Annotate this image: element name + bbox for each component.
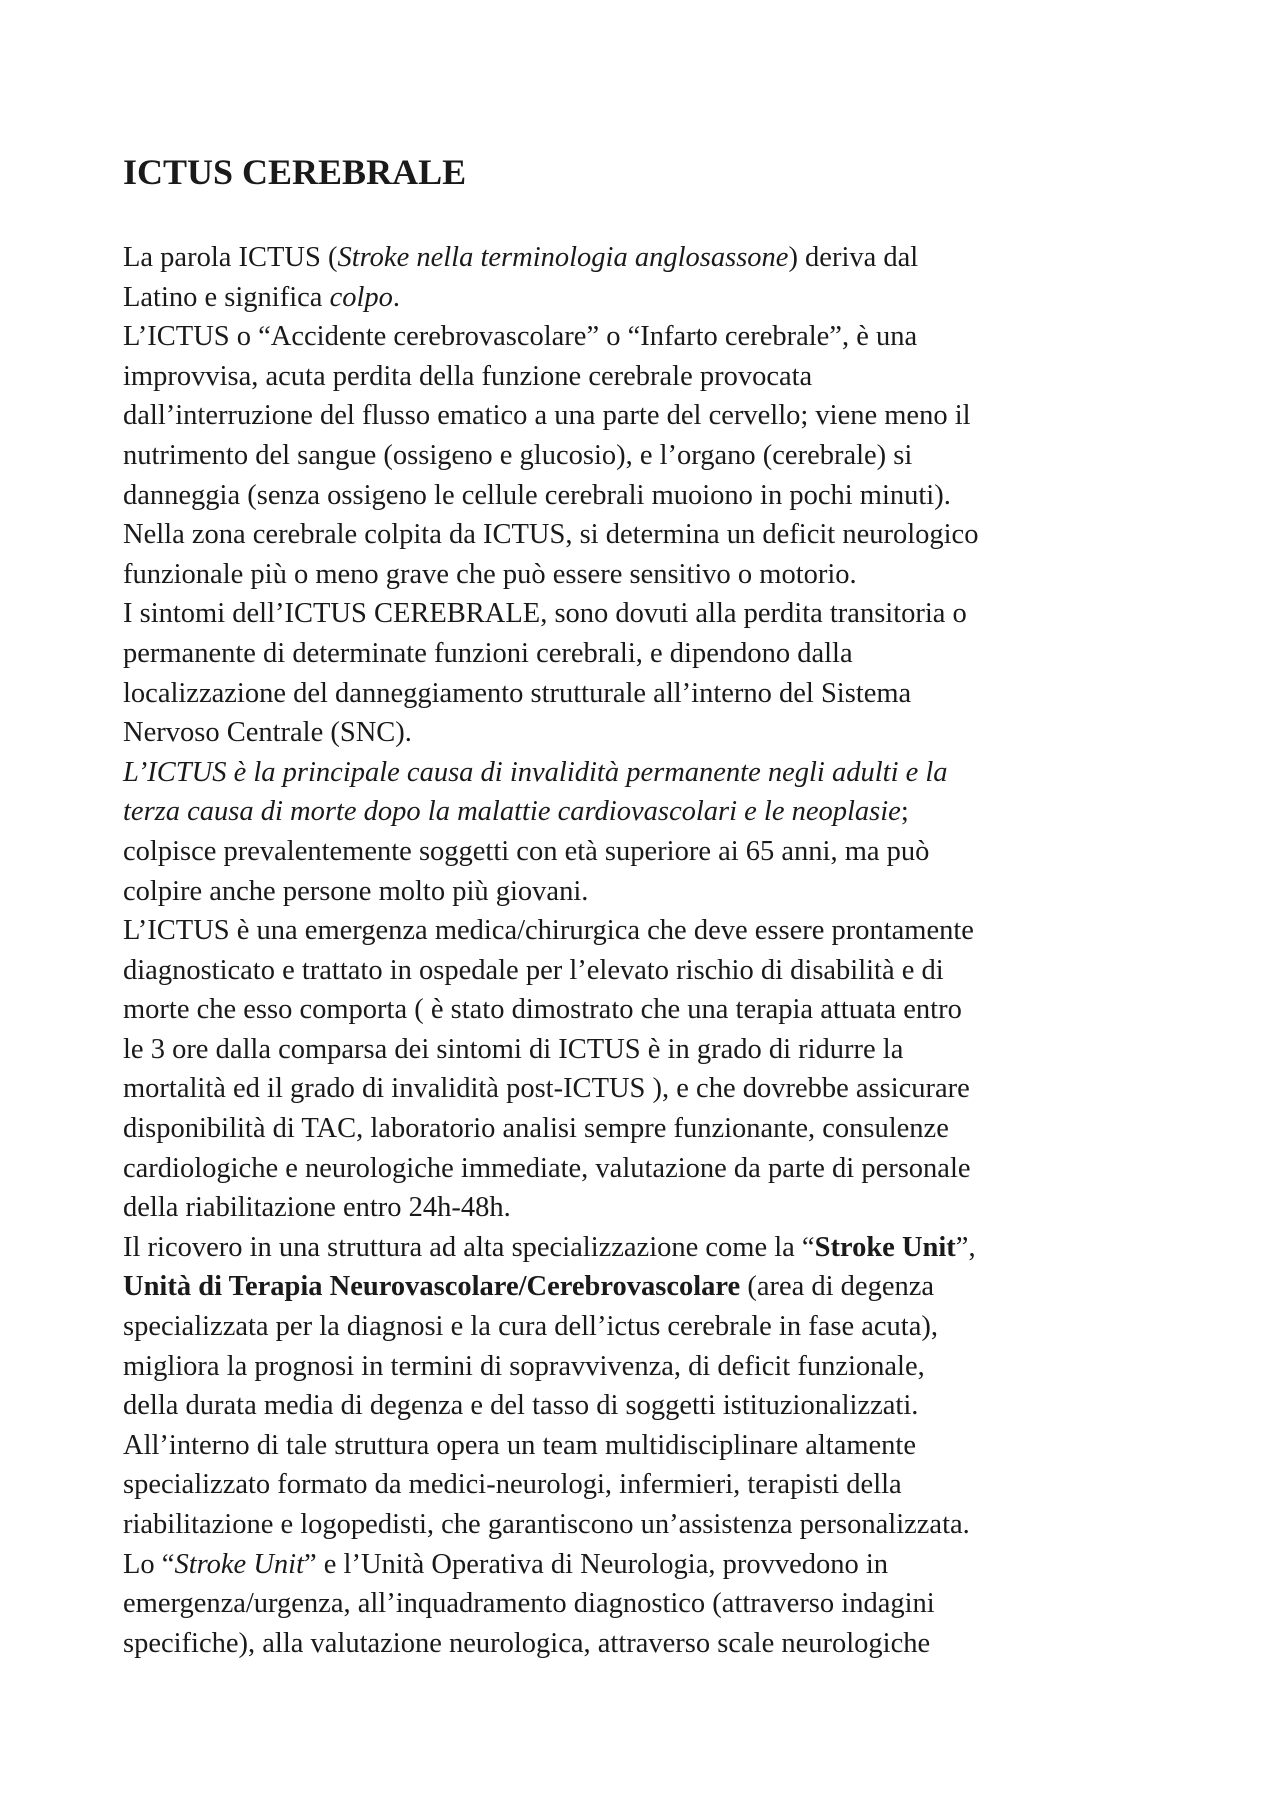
text-run: I sintomi dell’ICTUS CEREBRALE, sono dovuti alla perdita transitoria o — [123, 598, 967, 630]
text-run: cardiologiche e neurologiche immediate, valutazione da parte di personale — [123, 1152, 971, 1184]
text-line — [123, 1228, 1173, 1268]
text-line — [123, 753, 1173, 793]
text-run: dall’interruzione del flusso ematico a una parte del cervello; viene meno il — [123, 400, 971, 432]
text-run: della riabilitazione entro 24h-48h. — [123, 1192, 511, 1224]
text-run: disponibilità di TAC, laboratorio analisi sempre funzionante, consulenze — [123, 1113, 949, 1145]
text-line — [123, 1069, 1173, 1109]
text-run: (area di degenza — [740, 1271, 935, 1303]
text-run: Nella zona cerebrale colpita da ICTUS, si determina un deficit neurologico — [123, 519, 979, 551]
text-line — [123, 1624, 1173, 1664]
text-run: colpisce prevalentemente soggetti con età superiore ai 65 anni, ma può — [123, 835, 930, 867]
text-line — [123, 1347, 1173, 1387]
text-run: nutrimento del sangue (ossigeno e glucosio), e l’organo (cerebrale) si — [123, 439, 913, 471]
text-line — [123, 476, 1173, 516]
text-run: All’interno di tale struttura opera un team multidisciplinare altamente — [123, 1429, 916, 1461]
text-line — [123, 1426, 1173, 1466]
page-title: ICTUS CEREBRALE — [123, 152, 467, 192]
text-line — [123, 1109, 1173, 1149]
document-body — [123, 238, 1173, 1663]
text-run: specifiche), alla valutazione neurologica, attraverso scale neurologiche — [123, 1627, 931, 1659]
text-run: Lo “ — [123, 1548, 175, 1580]
text-run: specializzata per la diagnosi e la cura dell’ictus cerebrale in fase acuta), — [123, 1311, 938, 1343]
text-run: mortalità ed il grado di invalidità post-ICTUS ), e che dovrebbe assicurare — [123, 1073, 970, 1105]
text-run: permanente di determinate funzioni cerebrali, e dipendono dalla — [123, 637, 853, 669]
text-run: ; — [900, 796, 909, 828]
text-run: morte che esso comporta ( è stato dimostrato che una terapia attuata entro — [123, 994, 962, 1026]
text-line — [123, 1545, 1173, 1585]
text-run: migliora la prognosi in termini di sopravvivenza, di deficit funzionale, — [123, 1350, 925, 1382]
bold-text: Stroke Unit — [814, 1231, 956, 1263]
text-run: funzionale più o meno grave che può essere sensitivo o motorio. — [123, 558, 857, 590]
text-line — [123, 1188, 1173, 1228]
text-run: specializzato formato da medici-neurologi, infermieri, terapisti della — [123, 1469, 902, 1501]
text-line — [123, 278, 1173, 318]
text-line — [123, 990, 1173, 1030]
text-line — [123, 396, 1173, 436]
text-run: danneggia (senza ossigeno le cellule cerebrali muoiono in pochi minuti). — [123, 479, 951, 511]
text-run: ”, — [955, 1231, 976, 1263]
text-run: ” e l’Unità Operativa di Neurologia, provvedono in — [303, 1548, 889, 1580]
text-line — [123, 594, 1173, 634]
text-line — [123, 872, 1173, 912]
text-run: L’ICTUS è una emergenza medica/chirurgica che deve essere prontamente — [123, 915, 974, 947]
text-run: . — [392, 281, 401, 313]
text-run: emergenza/urgenza, all’inquadramento diagnostico (attraverso indagini — [123, 1588, 935, 1620]
text-line — [123, 357, 1173, 397]
text-line — [123, 832, 1173, 872]
text-run: Il ricovero in una struttura ad alta specializzazione come la “ — [123, 1231, 815, 1263]
text-line — [123, 436, 1173, 476]
text-line — [123, 555, 1173, 595]
text-line — [123, 1465, 1173, 1505]
text-line — [123, 911, 1173, 951]
text-run: colpire anche persone molto più giovani. — [123, 875, 589, 907]
italic-text: colpo — [329, 281, 393, 313]
text-run: Nervoso Centrale (SNC). — [123, 717, 412, 749]
text-line — [123, 713, 1173, 753]
text-line — [123, 1584, 1173, 1624]
text-run: le 3 ore dalla comparsa dei sintomi di ICTUS è in grado di ridurre la — [123, 1033, 904, 1065]
italic-text: L’ICTUS è la principale causa di invalidità permanente negli adulti e la — [123, 756, 948, 788]
text-line — [123, 634, 1173, 674]
text-line — [123, 1267, 1173, 1307]
text-line — [123, 1307, 1173, 1347]
italic-text: Stroke Unit — [174, 1548, 304, 1580]
text-run: della durata media di degenza e del tasso di soggetti istituzionalizzati. — [123, 1390, 919, 1422]
text-line — [123, 1386, 1173, 1426]
text-run: riabilitazione e logopedisti, che garantiscono un’assistenza personalizzata. — [123, 1509, 970, 1540]
text-line — [123, 515, 1173, 555]
text-line — [123, 1030, 1173, 1070]
text-line — [123, 1505, 1173, 1545]
text-line — [123, 674, 1173, 714]
text-run: La parola ICTUS ( — [123, 242, 338, 273]
text-run: L’ICTUS o “Accidente cerebrovascolare” o “Infarto cerebrale”, è una — [123, 321, 918, 353]
text-line — [123, 317, 1173, 357]
text-run: diagnosticato e trattato in ospedale per l’elevato rischio di disabilità e di — [123, 954, 944, 986]
text-line — [123, 238, 1173, 278]
text-line — [123, 792, 1173, 832]
text-line — [123, 1149, 1173, 1189]
text-run: ) deriva dal — [788, 242, 919, 273]
bold-text: Unità di Terapia Neurovascolare/Cerebrovascolare — [123, 1271, 741, 1303]
italic-text: terza causa di morte dopo la malattie cardiovascolari e le neoplasie — [123, 796, 901, 828]
italic-text: Stroke nella terminologia anglosassone — [337, 242, 789, 273]
document-page — [123, 150, 1173, 1663]
text-run: improvvisa, acuta perdita della funzione cerebrale provocata — [123, 360, 813, 392]
text-line — [123, 951, 1173, 991]
text-run: Latino e significa — [123, 281, 330, 313]
text-run: localizzazione del danneggiamento strutturale all’interno del Sistema — [123, 677, 912, 709]
